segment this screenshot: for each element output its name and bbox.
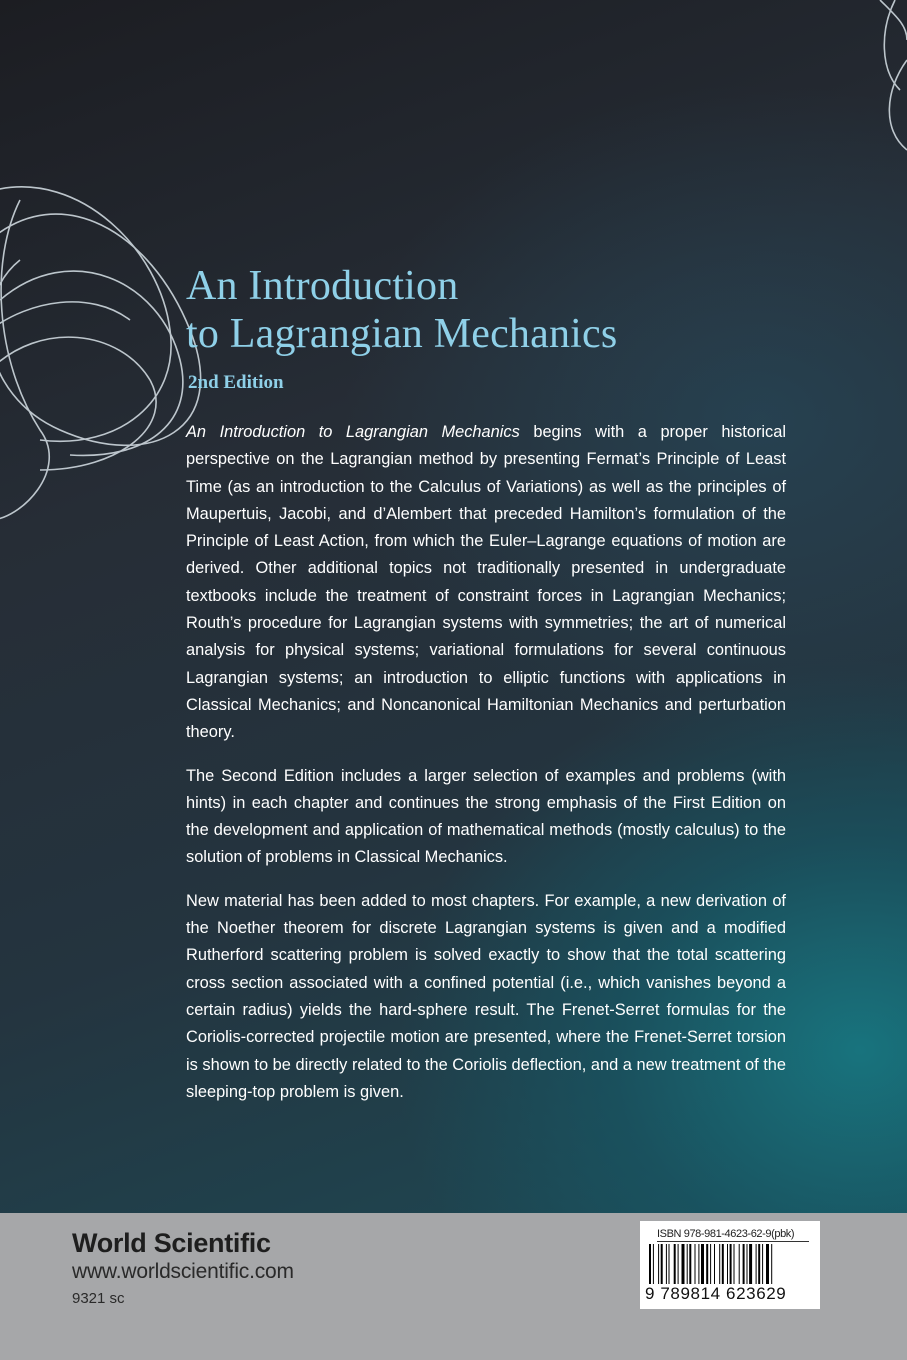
- barcode-bar: [669, 1244, 670, 1284]
- barcode-bar: [771, 1244, 772, 1284]
- description-paragraph-1-text: begins with a proper historical perspective on the Lagrangian method by presenting Fermat’s Principle of Least Time (as an introduction to the Calculus of Variations) as well as the principles of Maupertuis, Jacobi, and d’Alembert that preceded Hamilton’s formulation of the Principle of Least Action, from which the Euler–Lagrange equations of motion are derived. Other additional topics not traditionally presented in undergraduate textbooks include the treatment of constraint forces in Lagrangian Mechanics; Routh’s procedure for Lagrangian systems with symmetries; the art of numerical analysis for physical systems; variational formulations for several continuous Lagrangian systems; an introduction to elliptic functions with applications in Classical Mechanics; and Noncanonical Hamiltonian Mechanics and perturbation theory.: [186, 423, 787, 742]
- barcode-bar: [747, 1244, 748, 1284]
- description-book-title: An Introduction to Lagrangian Mechanics: [186, 423, 520, 441]
- title-line-1: An Introduction: [186, 263, 459, 309]
- description-paragraph-2: The Second Edition includes a larger selection of examples and problems (with hints) in each chapter and continues the strong emphasis of the First Edition on the development and application of mathematical methods (mostly calculus) to the solution of problems in Classical Mechanics.: [186, 766, 786, 867]
- description-paragraph-3: New material has been added to most chapters. For example, a new derivation of the Noether theorem for discrete Lagrangian systems is given and a modified Rutherford scattering problem is solved exactly to show that the total scattering cross section associated with a confined potential (i.e., which vanishes beyond a certain radius) yields the hard-sphere result. The Frenet-Serret formulas for the Coriolis-corrected projectile motion are presented, where the Frenet-Serret torsion is shown to be directly related to the Coriolis deflection, and a new treatment of the sleeping-top problem is given.: [186, 891, 786, 1101]
- barcode-bar: [687, 1244, 688, 1284]
- orbit-curve: [880, 0, 907, 40]
- barcode-bar: [653, 1244, 654, 1284]
- barcode-icon: [648, 1244, 812, 1284]
- barcode-bar: [714, 1244, 715, 1284]
- barcode-bar: [666, 1244, 667, 1284]
- barcode-bar: [674, 1244, 676, 1284]
- orbit-curve: [889, 60, 907, 150]
- barcode-bar: [722, 1244, 724, 1284]
- barcode-bar: [730, 1244, 732, 1284]
- barcode-bar: [719, 1244, 720, 1284]
- barcode-bar: [766, 1244, 769, 1284]
- barcode-bar: [756, 1244, 757, 1284]
- barcode-bar: [658, 1244, 659, 1284]
- orbit-curve: [0, 200, 49, 520]
- barcode-bar: [749, 1244, 752, 1284]
- barcode-bar: [661, 1244, 663, 1284]
- book-title: [186, 262, 617, 358]
- orbit-curve: [0, 302, 130, 330]
- orbit-curve: [0, 337, 156, 470]
- isbn-label: ISBN 978-981-4623-62-9(pbk): [657, 1228, 809, 1242]
- barcode-bar: [698, 1244, 699, 1284]
- product-code: 9321 sc: [72, 1290, 125, 1307]
- barcode-bar: [689, 1244, 691, 1284]
- barcode-bar: [758, 1244, 760, 1284]
- title-line-2: to Lagrangian Mechanics: [186, 311, 618, 357]
- book-description: [186, 419, 786, 1122]
- barcode-bar: [727, 1244, 728, 1284]
- barcode-bar: [743, 1244, 745, 1284]
- barcode-bar: [734, 1244, 735, 1284]
- barcode-bar: [710, 1244, 711, 1284]
- orbit-curve: [0, 271, 183, 455]
- barcode-bar: [695, 1244, 696, 1284]
- barcode-bar: [762, 1244, 763, 1284]
- barcode-bar: [649, 1244, 651, 1284]
- publisher-name: World Scientific: [72, 1228, 271, 1258]
- barcode-bar: [739, 1244, 740, 1284]
- barcode-bar: [678, 1244, 679, 1284]
- barcode-bar: [701, 1244, 704, 1284]
- barcode-bar: [706, 1244, 708, 1284]
- edition-label: 2nd Edition: [188, 372, 284, 393]
- barcode-digits: 9 789814 623629: [645, 1284, 787, 1303]
- publisher-website: www.worldscientific.com: [72, 1260, 294, 1283]
- description-paragraph-1: [186, 419, 786, 747]
- barcode-bar: [682, 1244, 685, 1284]
